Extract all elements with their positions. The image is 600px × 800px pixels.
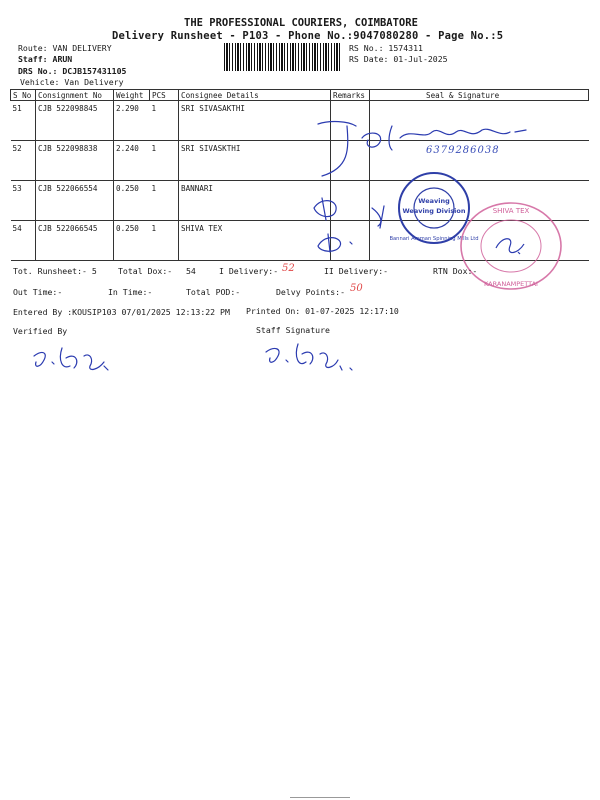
cell-consignee: SRI SIVASKTHI [179, 141, 331, 181]
col-weight: Weight [114, 90, 150, 101]
vehicle-label: Vehicle: Van Delivery [20, 77, 124, 87]
cell-consignment: CJB 522098838 [36, 141, 114, 181]
cell-weight: 0.250 [114, 221, 150, 261]
cell-consignee: SHIVA TEX [179, 221, 331, 261]
company-title: THE PROFESSIONAL COURIERS, COIMBATORE [184, 17, 418, 29]
cell-pcs: 1 [150, 141, 179, 181]
cell-consignee: BANNARI [179, 181, 331, 221]
total-pod-label: Total POD:- [186, 287, 241, 297]
tex-stamp [458, 200, 564, 292]
cell-pcs: 1 [150, 221, 179, 261]
col-consignee: Consignee Details [179, 90, 331, 101]
cell-pcs: 1 [150, 101, 179, 141]
drs-value: DCJB157431105 [62, 66, 127, 76]
col-remarks: Remarks [331, 90, 370, 101]
cell-sno: 52 [11, 141, 36, 181]
col-sno: S No [11, 90, 36, 101]
staff-signature-label: Staff Signature [256, 325, 330, 335]
drs-label: DRS No.: [18, 66, 58, 76]
col-pcs: PCS [150, 90, 179, 101]
cell-consignee: SRI SIVASAKTHI [179, 101, 331, 141]
cell-consignment: CJB 522066554 [36, 181, 114, 221]
i-delivery-label: I Delivery:- [219, 266, 279, 276]
mill-stamp-inner: Weaving Division [402, 207, 466, 215]
route-label: Route: VAN DELIVERY [18, 43, 112, 53]
delvy-points-label: Delvy Points:- [276, 287, 346, 297]
staff-signature-mark [266, 344, 352, 370]
verified-by-label: Verified By [13, 326, 68, 336]
tex-stamp-top: SHIVA TEX [492, 207, 530, 215]
staff-label: Staff: [18, 54, 48, 64]
mill-stamp-outer: Bannari Amman Spinning Mills Ltd [389, 236, 479, 242]
handwritten-phone: 6379286038 [426, 145, 500, 156]
mark-row-3 [314, 198, 336, 220]
rs-date: RS Date: 01-Jul-2025 [349, 54, 448, 64]
cell-weight: 0.250 [114, 181, 150, 221]
staff-value: ARUN [52, 54, 73, 64]
cell-sno: 54 [11, 221, 36, 261]
cell-weight: 2.240 [114, 141, 150, 181]
tot-runsheet: Tot. Runsheet:- 5 [13, 266, 97, 276]
col-seal-signature: Seal & Signature [370, 90, 589, 101]
initials-row-3 [372, 206, 384, 228]
col-consignment: Consignment No [36, 90, 114, 101]
verified-signature [34, 348, 108, 370]
delvy-points-handwritten: 50 [350, 283, 363, 294]
cell-pcs: 1 [150, 181, 179, 221]
printed-on: Printed On: 01-07-2025 12:17:10 [246, 306, 399, 316]
rs-number: RS No.: 1574311 [349, 43, 423, 53]
cell-sno: 53 [11, 181, 36, 221]
cell-consignment: CJB 522098845 [36, 101, 114, 141]
tex-stamp-bottom: KARANAMPETTAI [484, 280, 538, 288]
total-dox-label: Total Dox:- [118, 266, 173, 276]
in-time-label: In Time:- [108, 287, 153, 297]
runsheet-subtitle: Delivery Runsheet - P103 - Phone No.:9047080280 - Page No.:5 [112, 30, 504, 42]
scan-edge-mark [290, 797, 350, 798]
cell-consignment: CJB 522066545 [36, 221, 114, 261]
mill-stamp-inner-top: Weaving [418, 197, 450, 205]
i-delivery-handwritten: 52 [282, 263, 295, 274]
out-time-label: Out Time:- [13, 287, 63, 297]
cell-sno: 51 [11, 101, 36, 141]
cell-weight: 2.290 [114, 101, 150, 141]
total-dox-value: 54 [186, 266, 196, 276]
mark-row-4 [318, 234, 352, 252]
ii-delivery-label: II Delivery:- [324, 266, 389, 276]
entered-by: Entered By :KOUSIP103 07/01/2025 12:13:22 PM [13, 307, 230, 317]
rtn-dox-label: RTN Dox:- [433, 266, 478, 276]
